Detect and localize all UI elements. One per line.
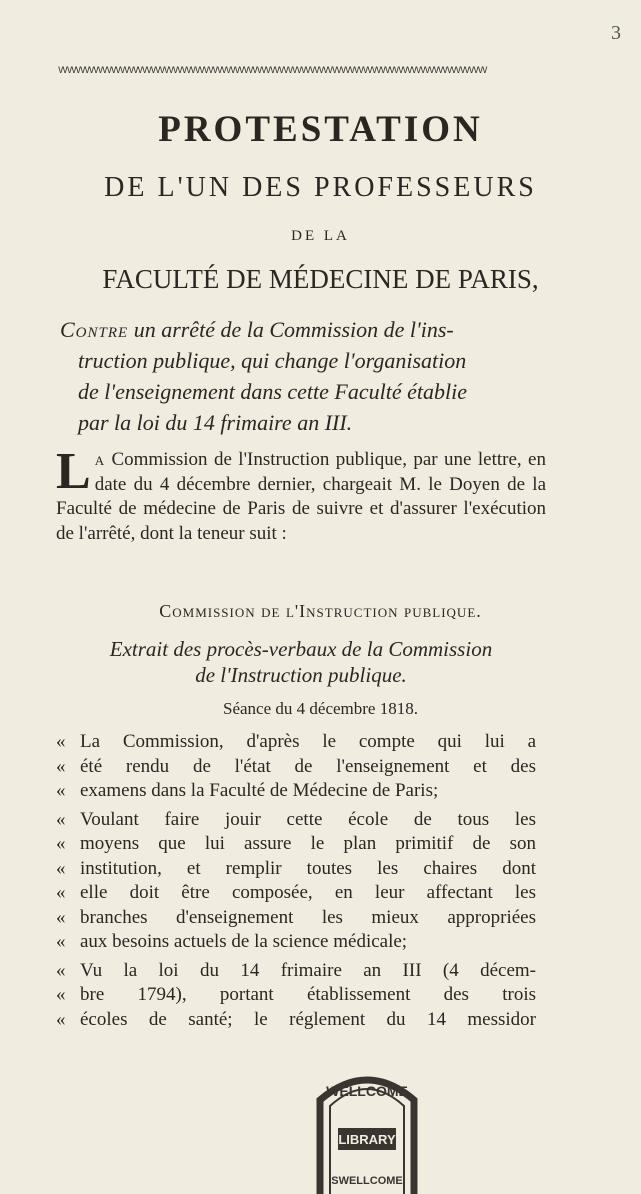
quote-line-text: bre 1794), portant établissement des trois (80, 984, 536, 1005)
guillemet: « (56, 731, 66, 752)
body-text: Commission de l'Instruction publique, par une lettre, en date du 4 décembre dernier, chargeait M. le Doyen de la Faculté de médecine de Paris de suivre et d'assurer l'exécution de l'arrêté, dont la teneur suit : (56, 449, 546, 544)
quote-line-text: La Commission, d'après le compte qui lui a (80, 731, 536, 752)
page-title: PROTESTATION (158, 109, 483, 150)
drop-cap: L (56, 443, 91, 500)
quote-line (56, 930, 536, 955)
extract-line-2: de l'Instruction publique. (195, 663, 407, 687)
title-line-2: DE L'UN DES PROFESSEURS (104, 172, 537, 203)
quote-line-text: moyens que lui assure le plan primitif de son (80, 833, 536, 854)
guillemet: « (56, 931, 66, 952)
guillemet: « (56, 906, 66, 928)
guillemet: « (56, 755, 66, 777)
quote-line (56, 1008, 536, 1033)
stamp-top-text: WELLCOME (326, 1083, 408, 1099)
quote-line (56, 983, 536, 1008)
library-stamp (312, 1066, 422, 1194)
quote-line (56, 779, 536, 804)
quote-line-text: Vu la loi du 14 frimaire an III (4 décem- (80, 959, 536, 981)
subtitle-line-1: un arrêté de la Commission de l'ins- (133, 317, 454, 342)
first-word-rest: a (94, 449, 106, 470)
quote-line (56, 755, 536, 780)
quote-line (56, 857, 536, 882)
body-paragraph (56, 443, 546, 546)
quote-line (56, 881, 536, 906)
section-heading: Commission de l'Instruction publique. (159, 601, 482, 621)
stamp-bottom-text: SWELLCOME (331, 1175, 403, 1187)
guillemet: « (56, 808, 66, 830)
guillemet: « (56, 780, 66, 801)
guillemet: « (56, 959, 66, 981)
extract-line-1: Extrait des procès-verbaux de la Commission (109, 637, 493, 661)
title-line-3: DE LA (291, 228, 350, 244)
quote-line (56, 730, 536, 755)
quote-line (56, 808, 536, 833)
guillemet: « (56, 984, 66, 1005)
quote-line-text: Voulant faire jouir cette école de tous les (80, 808, 536, 830)
quote-line (56, 906, 536, 931)
quote-line (56, 832, 536, 857)
extract-heading (56, 636, 546, 688)
subtitle-line-2: truction publique, qui change l'organisation (78, 348, 467, 373)
title-line-4: FACULTÉ DE MÉDECINE DE PARIS, (102, 264, 539, 294)
subtitle-line-3: de l'enseignement dans cette Faculté établie (78, 379, 467, 404)
subtitle (56, 314, 546, 438)
quote-line-text: écoles de santé; le réglement du 14 messidor (80, 1008, 536, 1030)
quote-line-text: aux besoins actuels de la science médicale; (80, 931, 408, 952)
quote-line-text: institution, et remplir toutes les chaires dont (80, 857, 536, 879)
quoted-decree (56, 730, 536, 1032)
quote-line-text: été rendu de l'état de l'enseignement et des (80, 755, 536, 777)
subtitle-line-4: par la loi du 14 frimaire an III. (78, 410, 353, 435)
stamp-label: LIBRARY (338, 1132, 396, 1147)
quote-line-text: examens dans la Faculté de Médecine de Paris; (80, 780, 439, 801)
guillemet: « (56, 882, 66, 903)
subtitle-lead: Contre (60, 317, 129, 342)
quote-line-text: elle doit être composée, en leur affectant les (80, 882, 536, 903)
session-date: Séance du 4 décembre 1818. (223, 699, 418, 718)
quote-line-text: branches d'enseignement les mieux appropriées (80, 906, 536, 928)
ornament-rule: VVVVVVVVVVVVVVVVVVVVVVVVVVVVVVVVVVVVVVVVVVVVVVVVVVVVVVVVVVVVVVVVVVVVVVVVVVVVVVVVVVVVVVVVVVVVVVVVV (58, 66, 487, 76)
guillemet: « (56, 833, 66, 854)
guillemet: « (56, 857, 66, 879)
corner-mark: 3 (611, 22, 621, 44)
guillemet: « (56, 1008, 66, 1030)
quote-line (56, 959, 536, 984)
